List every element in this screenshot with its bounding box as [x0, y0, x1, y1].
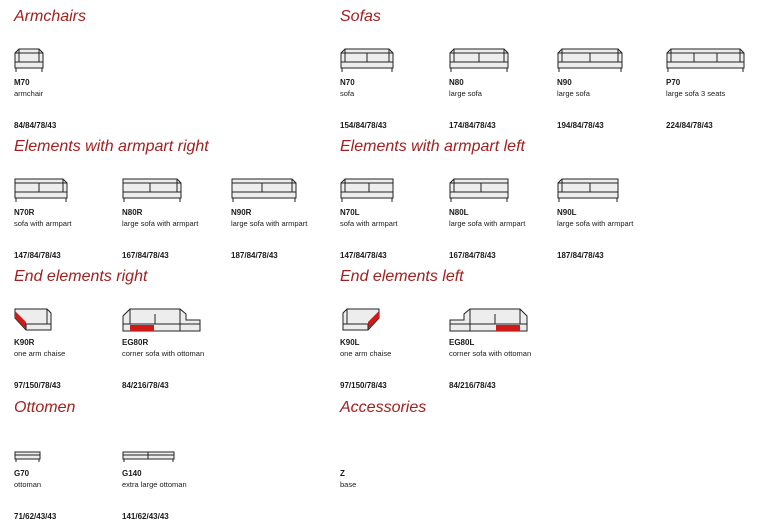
product-description: large sofa with armpart — [449, 219, 526, 228]
sofa-armpart-right-icon — [231, 178, 297, 204]
product-code: N70R — [14, 208, 35, 217]
product-dimensions: 84/216/78/43 — [122, 381, 169, 390]
product-description: large sofa with armpart — [231, 219, 308, 228]
product-description: sofa with armpart — [340, 219, 398, 228]
product-code: N80 — [449, 78, 464, 87]
product-dimensions: 141/62/43/43 — [122, 512, 169, 521]
large-ottoman-icon — [122, 439, 176, 465]
product-code: N70L — [340, 208, 360, 217]
chaise-right-icon — [14, 308, 54, 334]
product-code: G70 — [14, 469, 30, 478]
section-title-sofas: Sofas — [340, 8, 381, 25]
product-description: ottoman — [14, 480, 42, 489]
product-code: N90L — [557, 208, 577, 217]
product-description: one arm chaise — [14, 349, 66, 358]
product-dimensions: 174/84/78/43 — [449, 121, 496, 130]
sofa-armpart-left-icon — [340, 178, 394, 204]
product-description: armchair — [14, 89, 44, 98]
product-description: extra large ottoman — [122, 480, 187, 489]
sofa-armpart-right-icon — [122, 178, 182, 204]
large-sofa-icon — [557, 48, 623, 74]
corner-sofa-right-icon — [122, 308, 202, 334]
sofa-icon — [340, 48, 394, 74]
chaise-left-icon — [340, 308, 380, 334]
product-description: corner sofa with ottoman — [122, 349, 205, 358]
product-description: base — [340, 480, 357, 489]
product-description: sofa — [340, 89, 355, 98]
large-sofa-icon — [449, 48, 509, 74]
product-dimensions: 167/84/78/43 — [122, 251, 169, 260]
product-dimensions: 84/84/78/43 — [14, 121, 57, 130]
product-description: large sofa — [449, 89, 482, 98]
product-description: sofa with armpart — [14, 219, 72, 228]
section-title-armpart-right: Elements with armpart right — [14, 138, 209, 155]
product-dimensions: 71/62/43/43 — [14, 512, 57, 521]
ottoman-icon — [14, 439, 42, 465]
product-code: K90R — [14, 338, 35, 347]
product-dimensions: 194/84/78/43 — [557, 121, 604, 130]
product-dimensions: 224/84/78/43 — [666, 121, 713, 130]
product-description: corner sofa with ottoman — [449, 349, 532, 358]
product-dimensions: 167/84/78/43 — [449, 251, 496, 260]
section-title-armchairs: Armchairs — [14, 8, 87, 25]
product-dimensions: 147/84/78/43 — [340, 251, 387, 260]
product-dimensions: 147/84/78/43 — [14, 251, 61, 260]
product-code: EG80L — [449, 338, 475, 347]
product-dimensions: 97/150/78/43 — [340, 381, 387, 390]
sofa-armpart-left-icon — [557, 178, 619, 204]
section-title-armpart-left: Elements with armpart left — [340, 138, 525, 155]
section-title-end-right: End elements right — [14, 268, 148, 285]
product-code: N80L — [449, 208, 469, 217]
armchair-icon — [14, 48, 44, 74]
section-title-ottomen: Ottomen — [14, 399, 76, 416]
section-title-end-left: End elements left — [340, 268, 464, 285]
product-code: M70 — [14, 78, 30, 87]
product-dimensions: 154/84/78/43 — [340, 121, 387, 130]
section-title-accessories: Accessories — [340, 399, 427, 416]
product-description: large sofa with armpart — [122, 219, 199, 228]
product-dimensions: 187/84/78/43 — [557, 251, 604, 260]
product-code: G140 — [122, 469, 142, 478]
product-code: K90L — [340, 338, 360, 347]
three-seat-sofa-icon — [666, 48, 746, 74]
sofa-armpart-left-icon — [449, 178, 509, 204]
product-code: N80R — [122, 208, 143, 217]
product-description: one arm chaise — [340, 349, 392, 358]
product-code: EG80R — [122, 338, 149, 347]
product-description: large sofa 3 seats — [666, 89, 726, 98]
product-description: large sofa — [557, 89, 590, 98]
product-code: Z — [340, 469, 345, 478]
product-description: large sofa with armpart — [557, 219, 634, 228]
product-dimensions: 97/150/78/43 — [14, 381, 61, 390]
corner-sofa-left-icon — [449, 308, 529, 334]
product-code: N90R — [231, 208, 252, 217]
sofa-armpart-right-icon — [14, 178, 68, 204]
product-code: N70 — [340, 78, 355, 87]
product-code: N90 — [557, 78, 572, 87]
product-dimensions: 187/84/78/43 — [231, 251, 278, 260]
product-dimensions: 84/216/78/43 — [449, 381, 496, 390]
product-code: P70 — [666, 78, 681, 87]
